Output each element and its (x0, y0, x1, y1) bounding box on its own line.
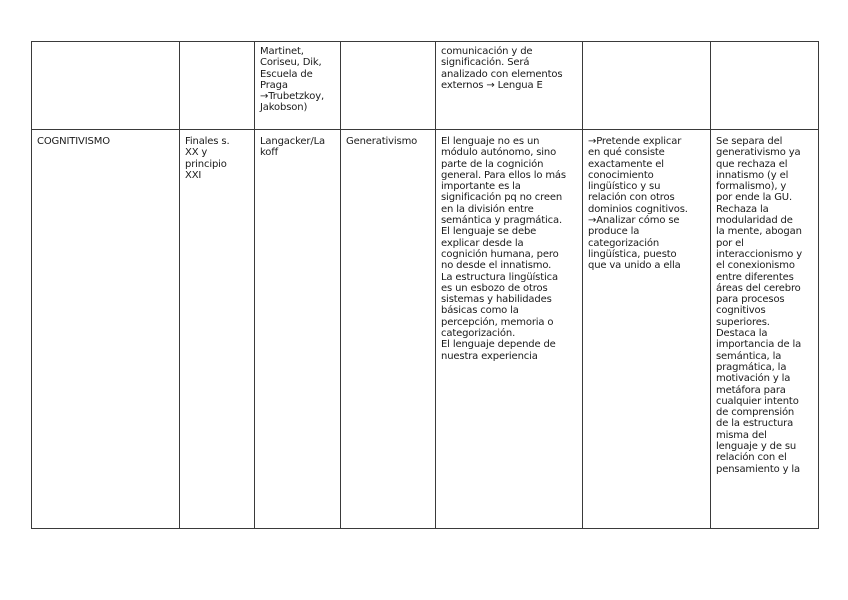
table-cell-period (180, 42, 255, 130)
table-cell-differences: Se separa del generativismo ya que rechaza el innatismo (y el formalismo), y por ende la GU. Rechaza la modularidad de la mente, abogan por el interaccionismo y el conexionismo entre diferentes áreas del cerebro para procesos cognitivos superiores. Destaca la importancia de la semántica, la pragmática, la motivación y la metáfora para cualquier intento de comprensión de la estructura misma del lenguaje y de su relación con el pensamiento y la (711, 130, 819, 529)
table-cell-objectives: →Pretende explicar en qué consiste exactamente el conocimiento lingüístico y su relación con otros dominios cognitivos. →Analizar cómo se produce la categorización lingüística, puesto que va unido a ella (583, 130, 711, 529)
comparison-table (31, 41, 819, 529)
table-cell-objectives (583, 42, 711, 130)
table-cell-authors: Langacker/La koff (255, 130, 341, 529)
table-row (32, 42, 819, 130)
table-cell-conception: comunicación y de significación. Será analizado con elementos externos → Lengua E (436, 42, 583, 130)
table-row (32, 130, 819, 529)
table-cell-differences (711, 42, 819, 130)
table-cell-period: Finales s. XX y principio XXI (180, 130, 255, 529)
table-cell-predecessor: Generativismo (341, 130, 436, 529)
table-cell-authors: Martinet, Coriseu, Dik, Escuela de Praga →Trubetzkoy, Jakobson) (255, 42, 341, 130)
table-cell-conception: El lenguaje no es un módulo autónomo, sino parte de la cognición general. Para ellos lo más importante es la significación pq no creen en la división entre semántica y pragmática. El lenguaje se debe explicar desde la cognición humana, pero no desde el innatismo. La estructura lingüística es un esbozo de otros sistemas y habilidades básicas como la percepción, memoria o categorización. El lenguaje depende de nuestra experiencia (436, 130, 583, 529)
table-cell-theory (32, 42, 180, 130)
table-cell-predecessor (341, 42, 436, 130)
table-cell-theory: COGNITIVISMO (32, 130, 180, 529)
